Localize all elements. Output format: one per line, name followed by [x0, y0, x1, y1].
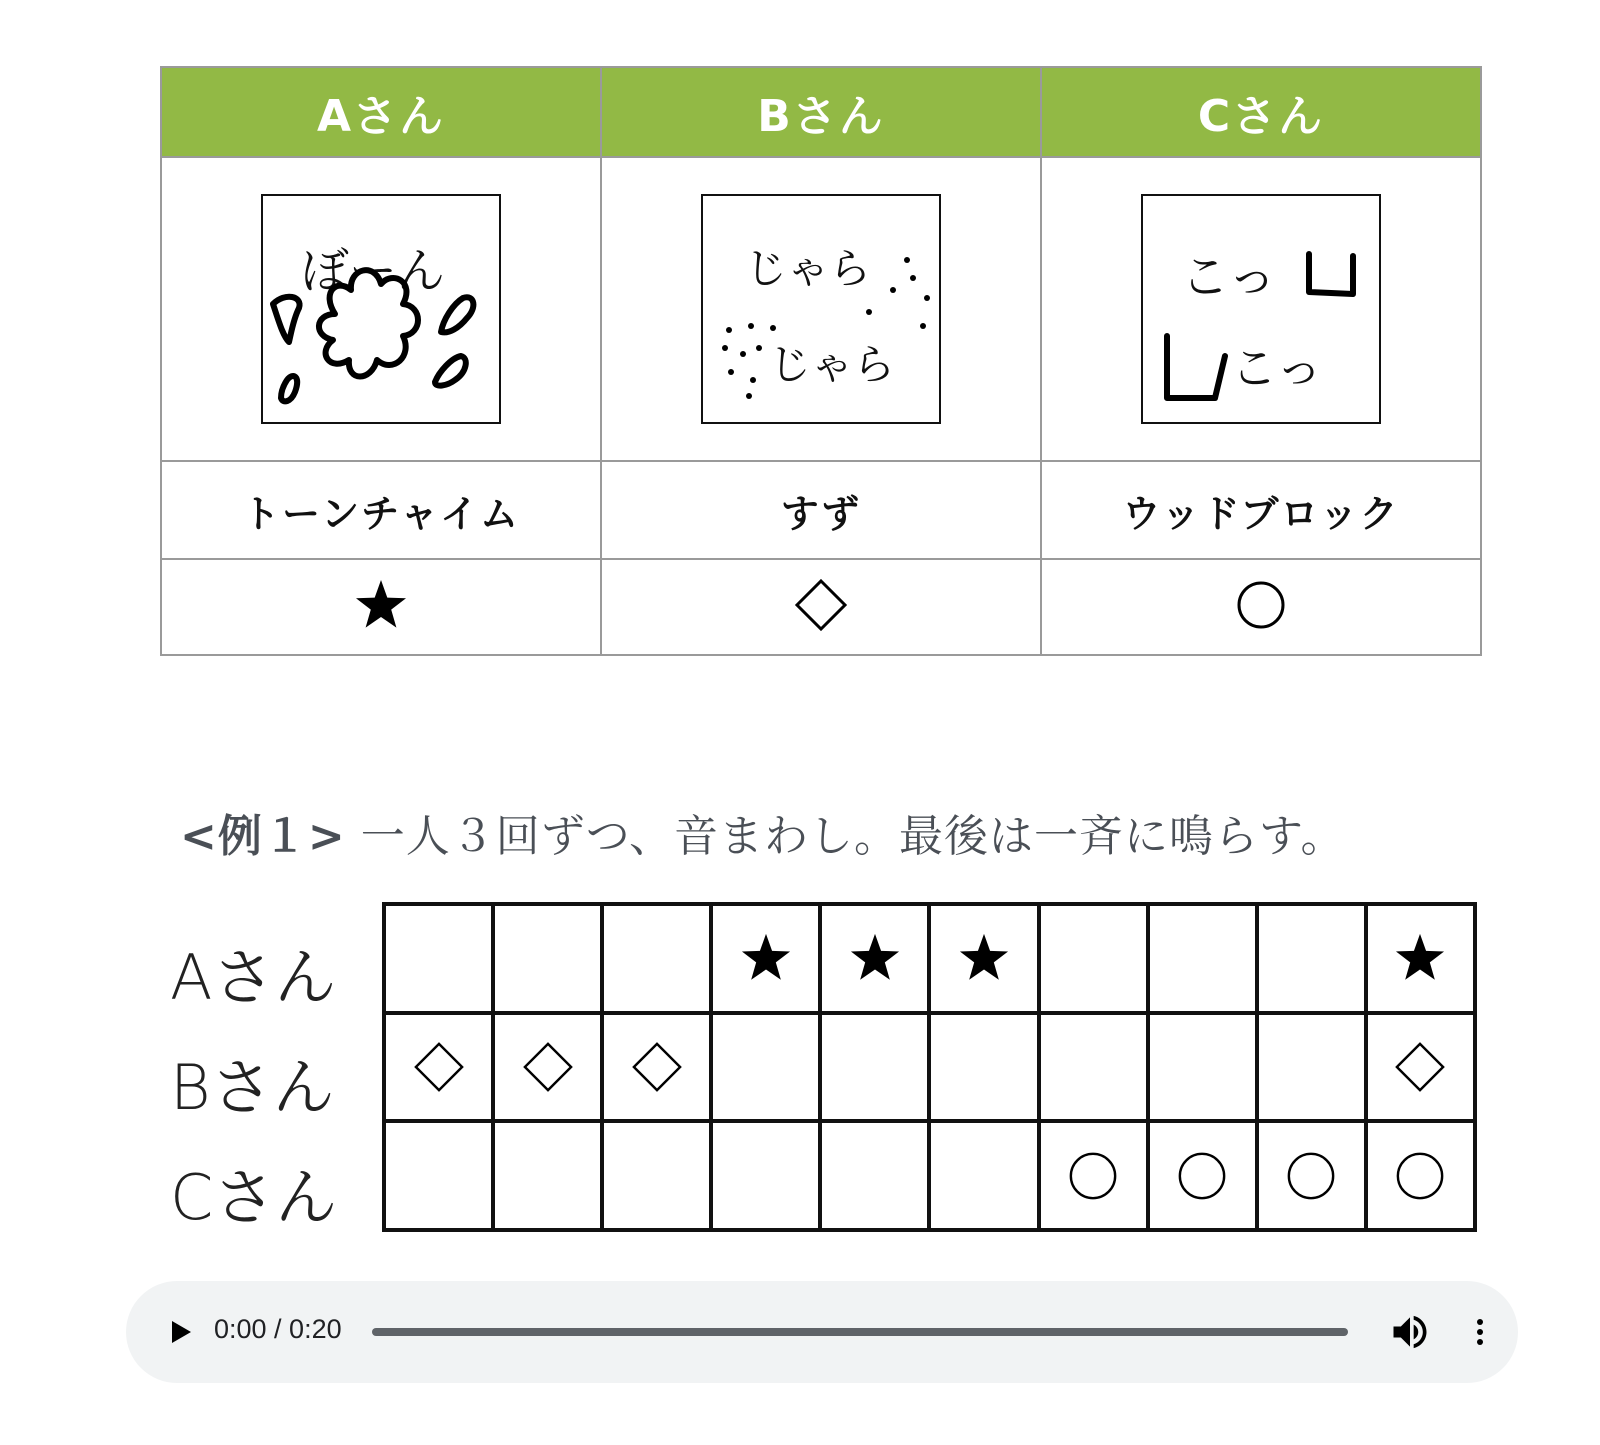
- white-circle-icon: [1176, 1150, 1228, 1202]
- volume-button[interactable]: [1388, 1310, 1432, 1354]
- score-cell: [929, 1013, 1038, 1122]
- white-circle-icon: [1067, 1150, 1119, 1202]
- score-cell: [1148, 904, 1257, 1013]
- audio-player: [126, 1281, 1518, 1383]
- symbol-cell-a: [161, 559, 601, 655]
- header-person-c: Cさん: [1041, 67, 1481, 157]
- score-cell: [384, 904, 493, 1013]
- instrument-picture-row: [161, 157, 1481, 461]
- bells-sound-picture: [701, 194, 941, 424]
- score-cell: [602, 904, 711, 1013]
- picture-cell-c: [1041, 157, 1481, 461]
- play-icon: [160, 1312, 200, 1352]
- score-cell: [384, 1121, 493, 1230]
- score-cell: [1148, 1013, 1257, 1122]
- score-cell: [1366, 1013, 1475, 1122]
- black-star-icon: [740, 932, 792, 984]
- instrument-table: [160, 66, 1482, 656]
- bloom-burst-icon: [263, 196, 499, 422]
- white-circle-icon: [1394, 1150, 1446, 1202]
- black-star-icon: [1394, 932, 1446, 984]
- score-cell: [1366, 904, 1475, 1013]
- example-heading: [180, 800, 1345, 864]
- score-row-label-b: Bさん: [170, 1051, 335, 1124]
- score-cell: [1257, 1013, 1366, 1122]
- instrument-name-c: ウッドブロック: [1041, 461, 1481, 559]
- black-star-icon: [849, 932, 901, 984]
- instrument-header-row: [161, 67, 1481, 157]
- score-cell: [929, 904, 1038, 1013]
- example-tag: <例１>: [180, 811, 346, 862]
- score-cell: [1257, 904, 1366, 1013]
- picture-cell-b: [601, 157, 1041, 461]
- sound-word-boon: ぼーん: [301, 243, 446, 299]
- score-row-label-a: Aさん: [170, 941, 337, 1014]
- score-cell: [1148, 1121, 1257, 1230]
- example-description: 一人３回ずつ、音まわし。最後は一斉に鳴らす。: [360, 811, 1346, 862]
- white-circle-icon: [1234, 578, 1288, 632]
- score-cell: [711, 904, 820, 1013]
- header-person-a: Aさん: [161, 67, 601, 157]
- jingle-dots-icon: [703, 196, 939, 422]
- score-cell: [602, 1013, 711, 1122]
- white-diamond-icon: [1394, 1041, 1446, 1093]
- score-cell: [493, 1013, 602, 1122]
- black-star-icon: [354, 578, 408, 632]
- score-row: [384, 1121, 1475, 1230]
- sound-word-koh-2: こっ: [1231, 341, 1323, 395]
- instrument-name-a: トーンチャイム: [161, 461, 601, 559]
- score-cell: [1257, 1121, 1366, 1230]
- score-cell: [820, 1013, 929, 1122]
- symbol-cell-c: [1041, 559, 1481, 655]
- rhythm-score-grid: [382, 902, 1477, 1232]
- score-cell: [493, 904, 602, 1013]
- score-cell: [384, 1013, 493, 1122]
- white-diamond-icon: [794, 578, 848, 632]
- symbol-cell-b: [601, 559, 1041, 655]
- score-cell: [711, 1121, 820, 1230]
- score-cell: [493, 1121, 602, 1230]
- more-options-button[interactable]: [1458, 1310, 1502, 1354]
- tone-chime-sound-picture: [261, 194, 501, 424]
- score-row: [384, 1013, 1475, 1122]
- score-cell: [820, 904, 929, 1013]
- white-circle-icon: [1285, 1150, 1337, 1202]
- score-cell: [1039, 1121, 1148, 1230]
- score-cell: [711, 1013, 820, 1122]
- white-diamond-icon: [413, 1041, 465, 1093]
- white-diamond-icon: [631, 1041, 683, 1093]
- instrument-name-b: すず: [601, 461, 1041, 559]
- score-cell: [1366, 1121, 1475, 1230]
- score-cell: [929, 1121, 1038, 1230]
- black-star-icon: [958, 932, 1010, 984]
- instrument-symbol-row: [161, 559, 1481, 655]
- sound-word-jara-1: じゃら: [745, 244, 872, 293]
- score-cell: [1039, 1013, 1148, 1122]
- picture-cell-a: [161, 157, 601, 461]
- white-diamond-icon: [522, 1041, 574, 1093]
- time-display: 0:00 / 0:20: [214, 1314, 342, 1344]
- score-cell: [820, 1121, 929, 1230]
- sound-word-jara-2: じゃら: [769, 340, 896, 389]
- score-cell: [602, 1121, 711, 1230]
- more-vert-icon: [1458, 1310, 1502, 1354]
- instrument-name-row: [161, 461, 1481, 559]
- sound-word-koh-1: こっ: [1181, 249, 1277, 305]
- progress-slider[interactable]: [372, 1328, 1348, 1336]
- wood-block-strokes-icon: [1143, 196, 1379, 422]
- header-person-b: Bさん: [601, 67, 1041, 157]
- wood-block-sound-picture: [1141, 194, 1381, 424]
- score-row-label-c: Cさん: [170, 1161, 338, 1234]
- score-cell: [1039, 904, 1148, 1013]
- volume-icon: [1388, 1310, 1432, 1354]
- score-row: [384, 904, 1475, 1013]
- play-button[interactable]: [160, 1312, 200, 1352]
